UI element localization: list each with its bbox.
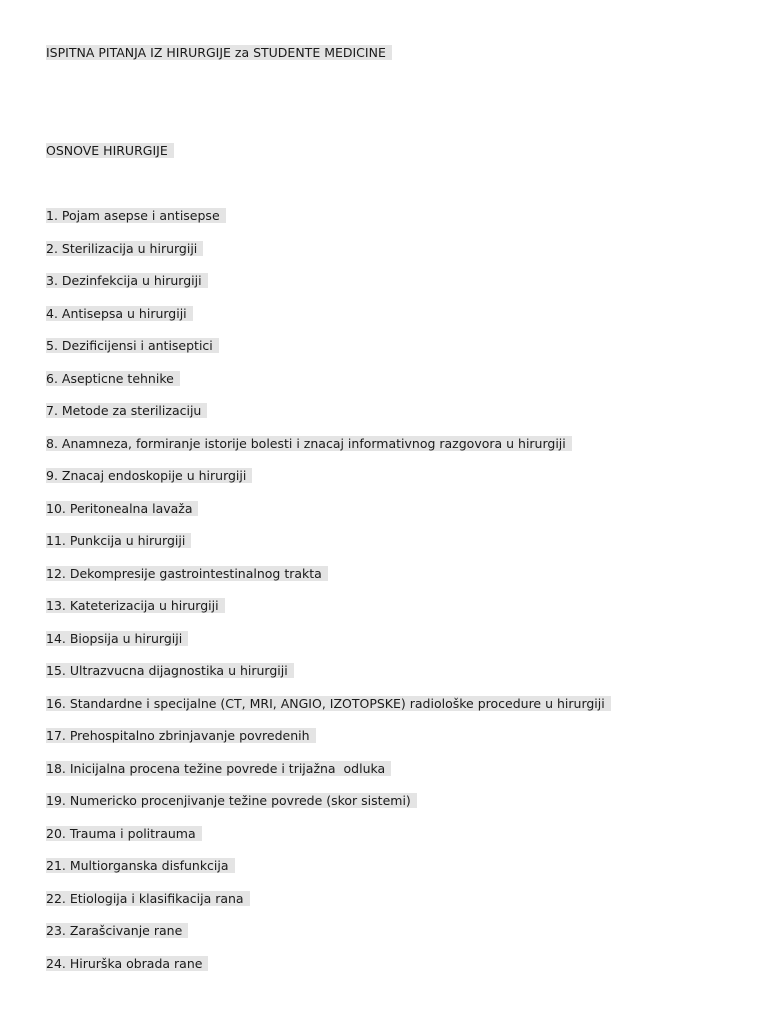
list-item bbox=[46, 238, 611, 271]
document-title-text: ISPITNA PITANJA IZ HIRURGIJE za STUDENTE MEDICINE bbox=[46, 45, 390, 60]
question-text: 21. Multiorganska disfunkcija bbox=[46, 858, 233, 873]
list-item bbox=[46, 530, 611, 563]
question-text: 24. Hirurška obrada rane bbox=[46, 955, 207, 971]
list-item bbox=[46, 205, 611, 238]
question-text: 7. Metode za sterilizaciju bbox=[46, 403, 206, 418]
list-item bbox=[46, 823, 611, 856]
document-title bbox=[46, 42, 392, 61]
question-text: 10. Peritonealna lavaža bbox=[46, 500, 197, 516]
question-text: 6. Asepticne tehnike bbox=[46, 370, 178, 386]
list-item bbox=[46, 790, 611, 823]
section-heading bbox=[46, 140, 174, 159]
list-item bbox=[46, 725, 611, 758]
list-item bbox=[46, 270, 611, 303]
list-item bbox=[46, 400, 611, 433]
question-text: 18. Inicijalna procena težine povrede i trijažna odluka bbox=[46, 760, 390, 776]
question-text: 16. Standardne i specijalne (CT, MRI, ANGIO, IZOTOPSKE) radiološke procedure u hirurgiji bbox=[46, 695, 609, 711]
question-text: 12. Dekompresije gastrointestinalnog trakta bbox=[46, 565, 326, 581]
question-text: 5. Dezificijensi i antiseptici bbox=[46, 338, 217, 353]
list-item bbox=[46, 303, 611, 336]
list-item bbox=[46, 693, 611, 726]
question-text: 9. Znacaj endoskopije u hirurgiji bbox=[46, 468, 251, 483]
question-text: 20. Trauma i politrauma bbox=[46, 825, 200, 841]
list-item bbox=[46, 628, 611, 661]
question-text: 3. Dezinfekcija u hirurgiji bbox=[46, 273, 206, 288]
question-text: 2. Sterilizacija u hirurgiji bbox=[46, 240, 202, 256]
question-text: 15. Ultrazvucna dijagnostika u hirurgiji bbox=[46, 663, 292, 678]
question-text: 13. Kateterizacija u hirurgiji bbox=[46, 598, 223, 613]
list-item bbox=[46, 758, 611, 791]
section-heading-text: OSNOVE HIRURGIJE bbox=[46, 143, 172, 158]
list-item bbox=[46, 563, 611, 596]
question-text: 4. Antisepsa u hirurgiji bbox=[46, 305, 191, 321]
list-item bbox=[46, 465, 611, 498]
list-item bbox=[46, 855, 611, 888]
question-text: 14. Biopsija u hirurgiji bbox=[46, 630, 187, 646]
list-item bbox=[46, 888, 611, 921]
list-item bbox=[46, 433, 611, 466]
question-text: 23. Zarašcivanje rane bbox=[46, 923, 187, 938]
list-item bbox=[46, 368, 611, 401]
list-item bbox=[46, 953, 611, 986]
list-item bbox=[46, 595, 611, 628]
list-item bbox=[46, 920, 611, 953]
question-text: 1. Pojam asepse i antisepse bbox=[46, 208, 224, 223]
question-text: 11. Punkcija u hirurgiji bbox=[46, 533, 190, 548]
question-text: 8. Anamneza, formiranje istorije bolesti i znacaj informativnog razgovora u hirurgiji bbox=[46, 435, 570, 451]
question-text: 17. Prehospitalno zbrinjavanje povredenih bbox=[46, 728, 314, 743]
question-text: 19. Numericko procenjivanje težine povrede (skor sistemi) bbox=[46, 793, 415, 808]
list-item bbox=[46, 498, 611, 531]
question-list bbox=[46, 205, 611, 985]
question-text: 22. Etiologija i klasifikacija rana bbox=[46, 890, 248, 906]
list-item bbox=[46, 335, 611, 368]
list-item bbox=[46, 660, 611, 693]
